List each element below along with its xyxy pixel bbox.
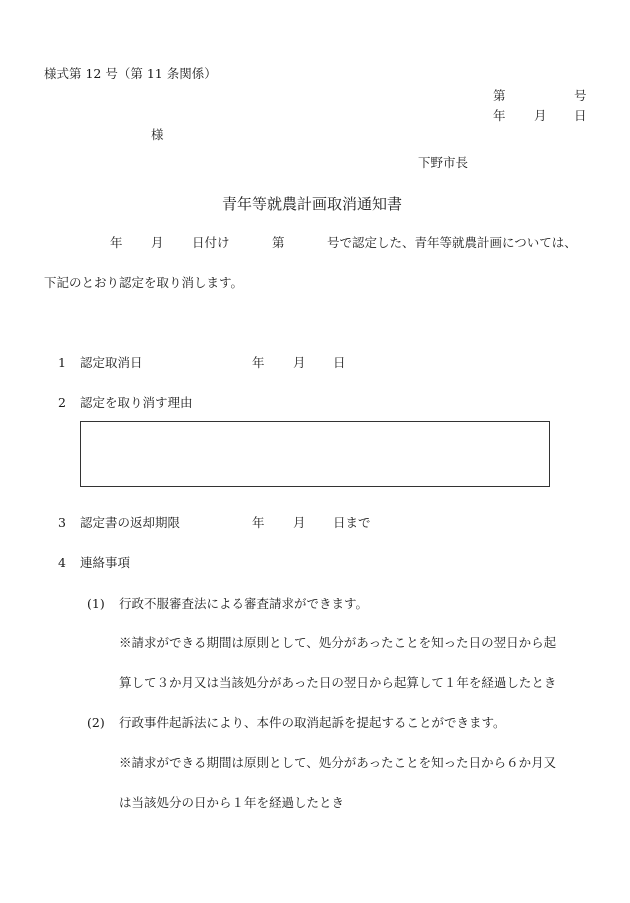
item4-label: 連絡事項 [80,555,131,570]
intro-line2: 下記のとおり認定を取り消します。 [44,275,244,290]
intro-year: 年 [110,235,123,250]
item1-year: 年 [252,355,265,370]
addressee-suffix: 様 [151,127,164,142]
date-year: 年 [493,108,506,123]
item1-month: 月 [293,355,306,370]
item1-label: 認定取消日 [80,355,143,370]
item3-day: 日まで [333,515,371,530]
item3-month: 月 [293,515,306,530]
document-title: 青年等就農計画取消通知書 [222,195,403,213]
item3-number: 3 [58,515,66,530]
intro-rest: 号で認定した、青年等就農計画については、 [327,235,577,250]
doc-number-go: 号 [574,88,587,103]
item3-year: 年 [252,515,265,530]
item2-number: 2 [58,395,66,410]
reason-box [80,421,550,487]
note2-sub1: ※請求ができる期間は原則として、処分があったことを知った日から６か月又 [119,755,557,770]
date-day: 日 [574,108,587,123]
date-month: 月 [534,108,547,123]
form-number: 様式第 12 号（第 11 条関係） [44,66,217,81]
note1-text: 行政不服審査法による審査請求ができます。 [119,596,369,611]
item4-number: 4 [58,555,66,570]
item3-label: 認定書の返却期限 [80,515,181,530]
note1-number: (1) [87,596,105,611]
intro-date: 日付け [192,235,230,250]
note2-sub2: は当該処分の日から１年を経過したとき [119,795,345,810]
note1-sub1: ※請求ができる期間は原則として、処分があったことを知った日の翌日から起 [119,635,557,650]
intro-dai: 第 [272,235,285,250]
sender: 下野市長 [418,155,469,170]
note1-sub2: 算して３か月又は当該処分があった日の翌日から起算して１年を経過したとき [119,675,557,690]
intro-month: 月 [151,235,164,250]
doc-number-dai: 第 [493,88,506,103]
item1-number: 1 [58,355,66,370]
item2-label: 認定を取り消す理由 [80,395,193,410]
note2-text: 行政事件起訴法により、本件の取消起訴を提起することができます。 [119,715,506,730]
note2-number: (2) [87,715,105,730]
item1-day: 日 [333,355,346,370]
